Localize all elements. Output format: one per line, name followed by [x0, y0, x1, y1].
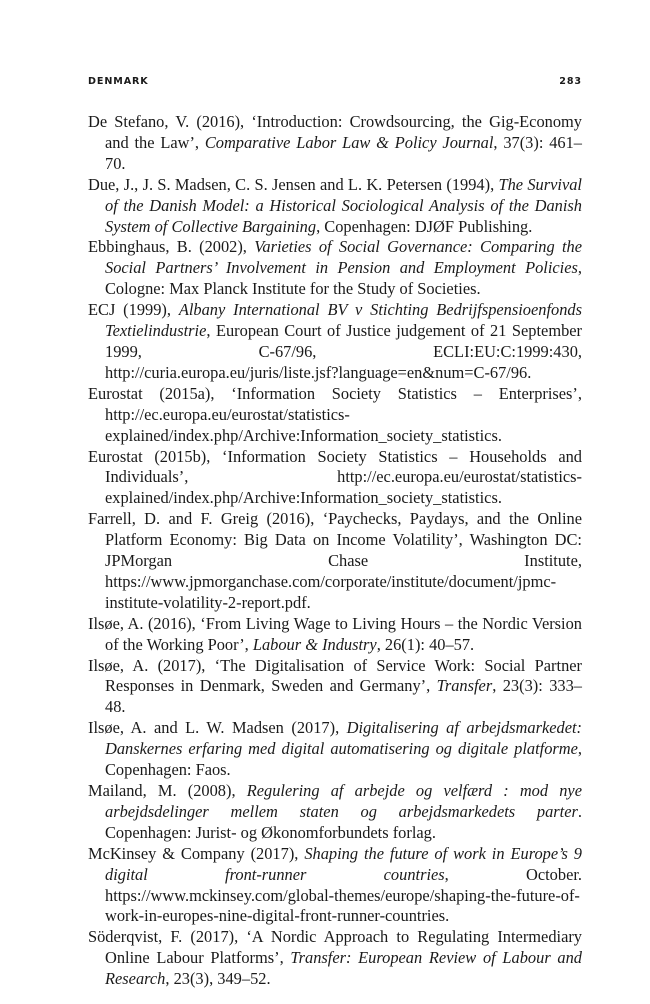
reference-title-italic: Regulering af arbejde og velfærd : mod nye arbejdsdelinger mellem staten og arbejdsmarkedets parter [105, 781, 582, 821]
reference-entry [88, 300, 582, 384]
reference-text: Ilsøe, A. (2017), ‘The Digitalisation of Service Work: Social Partner Responses in Denmark, Sweden and Germany’, [88, 655, 582, 696]
reference-title-italic: Shaping the future of work in Europe’s 9 digital front-runner countries [105, 843, 582, 884]
reference-entry [88, 447, 582, 510]
reference-entry [88, 614, 582, 656]
reference-entry [88, 718, 582, 781]
reference-text: , Copenhagen: Faos. [105, 739, 582, 780]
reference-entry [88, 509, 582, 614]
running-head [88, 76, 582, 87]
reference-title-italic: Transfer: European Review of Labour and Research [105, 948, 583, 989]
reference-text: Söderqvist, F. (2017), ‘A Nordic Approach to Regulating Intermediary Online Labour Platforms’, [88, 927, 582, 968]
reference-text: Ilsøe, A. (2016), ‘From Living Wage to Living Hours – the Nordic Version of the Working Poor’, [88, 613, 582, 654]
reference-text: . Copenhagen: Jurist- og Økonomforbundets forlag. [105, 801, 582, 842]
reference-entry [88, 175, 582, 238]
reference-text: , 23(3): 333–48. [105, 676, 582, 717]
reference-text: Ebbinghaus, B. (2002), [88, 237, 255, 257]
reference-text: Eurostat (2015a), ‘Information Society Statistics – Enterprises’, http://ec.europa.eu/eurostat/statistics-explained/index.php/Archive:Information_society_statistics. [88, 383, 582, 445]
reference-text: , October. https://www.mckinsey.com/global-themes/europe/shaping-the-future-of-work-in-europes-nine-digital-front-runner-countries. [105, 864, 582, 926]
reference-text: Ilsøe, A. and L. W. Madsen (2017), [88, 718, 347, 738]
reference-title-italic: Varieties of Social Governance: Comparing the Social Partners’ Involvement in Pension and Employment Policies [105, 237, 583, 278]
reference-title-italic: Comparative Labor Law & Policy Journal [204, 132, 494, 152]
reference-title-italic: Transfer [436, 676, 493, 696]
running-title: DENMARK [88, 76, 149, 87]
reference-title-italic: The Survival of the Danish Model: a Historical Sociological Analysis of the Danish System of Collective Bargaining [105, 174, 582, 236]
reference-list [88, 112, 582, 990]
reference-text: McKinsey & Company (2017), [88, 843, 305, 863]
reference-text: ECJ (1999), [88, 300, 179, 320]
reference-text: Farrell, D. and F. Greig (2016), ‘Paychecks, Paydays, and the Online Platform Economy: Big Data on Income Volatility’, Washington DC: JPMorgan Chase Institute, https://www.jpmorganchase.com/corporate/institute/document/jpmc-institute-volatility-2-report.pdf. [88, 509, 582, 612]
reference-text: , 37(3): 461–70. [105, 132, 582, 173]
reference-entry [88, 237, 582, 300]
reference-entry [88, 781, 582, 844]
reference-text: , Cologne: Max Planck Institute for the Study of Societies. [105, 258, 582, 299]
reference-title-italic: Albany International BV v Stichting Bedrijfspensioenfonds Textielindustrie [105, 300, 582, 341]
reference-text: De Stefano, V. (2016), ‘Introduction: Crowdsourcing, the Gig-Economy and the Law’, [88, 112, 582, 152]
reference-text: , 23(3), 349–52. [165, 969, 271, 989]
reference-title-italic: Digitalisering af arbejdsmarkedet: Danskernes erfaring med digital automatisering og digitale platforme [105, 718, 582, 759]
reference-entry [88, 927, 582, 990]
reference-text: Due, J., J. S. Madsen, C. S. Jensen and L. K. Petersen (1994), [88, 174, 499, 194]
reference-entry [88, 656, 582, 719]
reference-entry [88, 384, 582, 447]
reference-text: Eurostat (2015b), ‘Information Society Statistics – Households and Individuals’, http://ec.europa.eu/eurostat/statistics-explained/index.php/Archive:Information_society_statistics. [88, 446, 582, 508]
reference-text: , European Court of Justice judgement of 21 September 1999, C-67/96, ECLI:EU:C:1999:430, http://curia.europa.eu/juris/liste.jsf?language=en&num=C-67/96. [105, 321, 582, 382]
reference-text: Mailand, M. (2008), [88, 781, 247, 800]
reference-text: , Copenhagen: DJØF Publishing. [316, 216, 533, 236]
reference-title-italic: Labour & Industry [252, 634, 377, 654]
page-number: 283 [559, 76, 582, 87]
reference-entry [88, 844, 582, 928]
reference-entry [88, 112, 582, 175]
reference-text: , 26(1): 40–57. [376, 634, 475, 654]
